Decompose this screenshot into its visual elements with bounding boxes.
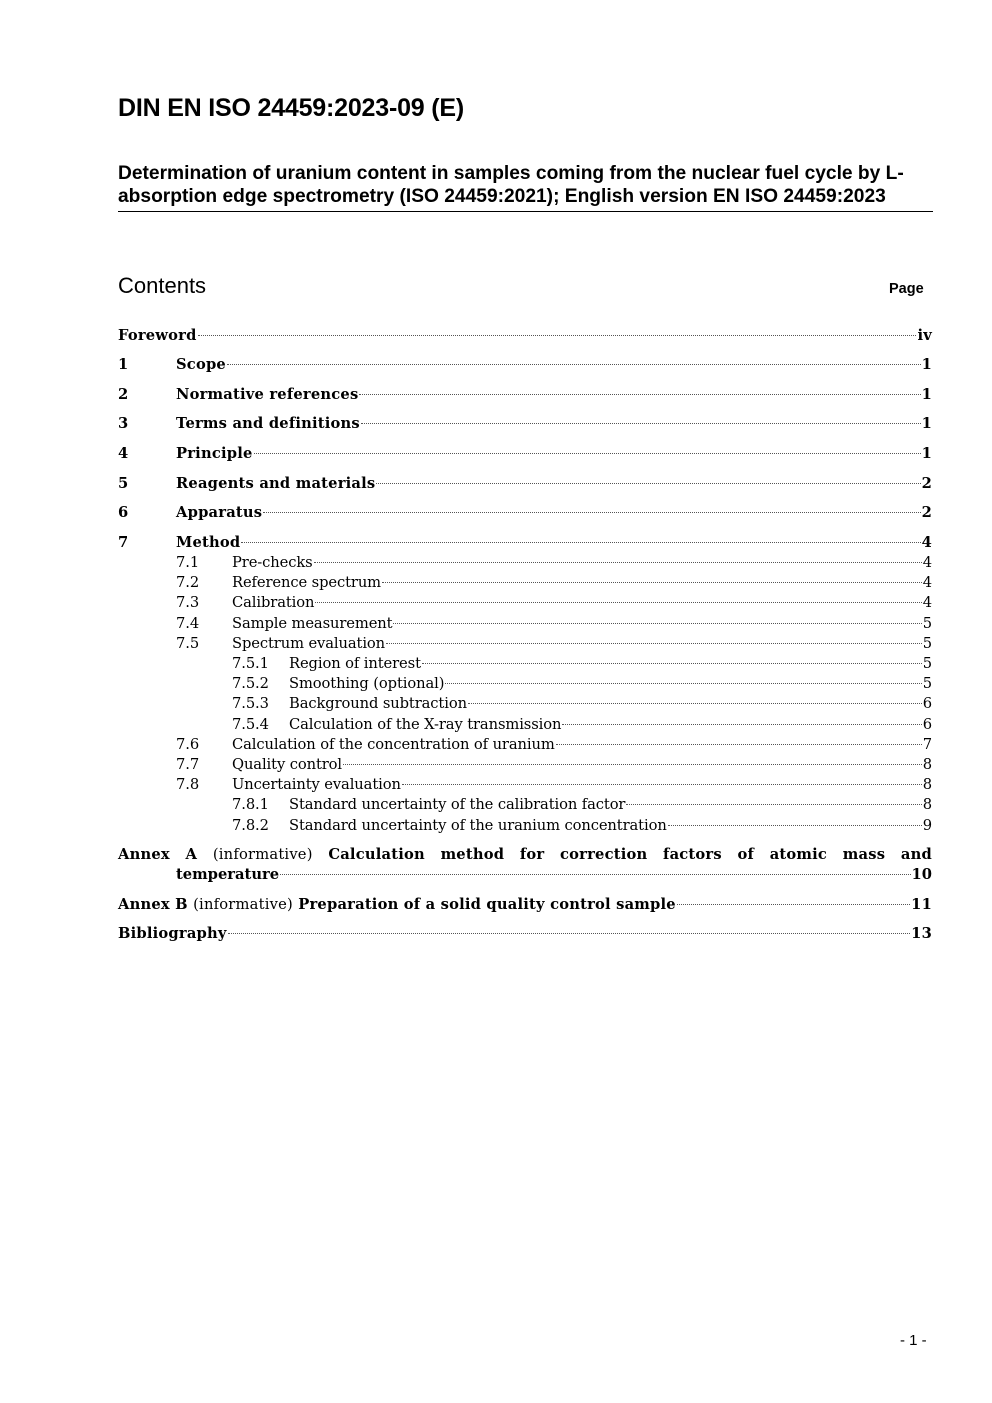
leader-dots	[198, 335, 917, 336]
toc-entry-page: 5	[922, 675, 932, 693]
toc-entry[interactable]	[118, 593, 932, 613]
leader-dots	[386, 643, 922, 644]
toc-entry-title: Method	[176, 534, 241, 551]
toc-entry[interactable]	[118, 573, 932, 593]
toc-entry-title: Normative references	[176, 386, 359, 403]
toc-entry-number: 5	[118, 475, 129, 492]
toc-entry[interactable]	[118, 674, 932, 694]
annex-a-word: mass	[842, 846, 886, 863]
toc-entry-number: 7.5.4	[232, 715, 269, 733]
annex-a-word: of	[737, 846, 755, 863]
toc-entry[interactable]	[118, 474, 932, 494]
toc-entry-number: 2	[118, 386, 129, 403]
toc-entry-page: 1	[921, 445, 932, 462]
toc-entry-number: 7.7	[176, 756, 200, 773]
annex-a-continuation: temperature	[176, 866, 280, 883]
toc-entry-number: 7.8	[176, 776, 200, 794]
toc-entry[interactable]	[118, 816, 932, 836]
toc-entry-number: 7.8.1	[232, 796, 269, 814]
bibliography-page: 13	[911, 925, 932, 942]
annex-a-word: (informative)	[212, 846, 313, 863]
leader-dots	[677, 904, 910, 905]
contents-heading: Contents	[118, 273, 207, 298]
toc-entry-title: Standard uncertainty of the calibration factor	[289, 796, 626, 814]
toc-entry-number: 7.5.2	[232, 675, 269, 693]
toc-entry-page: 5	[922, 614, 932, 632]
toc-entry[interactable]	[118, 326, 932, 346]
toc-entry-page: 7	[922, 735, 932, 753]
toc-entry-page: 8	[922, 796, 932, 814]
toc-entry-title: Terms and definitions	[176, 415, 360, 432]
toc-entry-title: Calibration	[232, 594, 315, 612]
footer-page-number: - 1 -	[900, 1332, 927, 1349]
document-subtitle: Determination of uranium content in samples coming from the nuclear fuel cycle by L-absorption edge spectrometry (ISO 24459:2021); English version EN ISO 24459:2023	[118, 163, 933, 212]
annex-b-informative: (informative)	[193, 896, 293, 913]
toc-entry-number: 7.5	[176, 634, 200, 652]
toc-entry[interactable]	[118, 715, 932, 735]
annex-a-word: atomic	[769, 846, 828, 863]
toc-entry[interactable]	[118, 755, 932, 775]
toc-entry-title: Scope	[176, 356, 226, 373]
toc-entry[interactable]	[118, 634, 932, 654]
leader-dots	[562, 724, 921, 725]
annex-a-page: 10	[911, 866, 932, 883]
leader-dots	[361, 423, 921, 424]
toc-entry-page: 8	[922, 776, 932, 794]
toc-entry-page: 5	[922, 655, 932, 672]
leader-dots	[376, 483, 920, 484]
annex-a-word: for	[519, 846, 545, 863]
toc-entry[interactable]	[118, 795, 932, 815]
toc-entry-annex-b[interactable]	[118, 895, 932, 915]
annex-b-page: 11	[911, 896, 932, 913]
annex-a-word: factors	[663, 846, 722, 863]
toc-entry-title: Spectrum evaluation	[232, 634, 386, 652]
toc-entry-page: 2	[921, 475, 932, 492]
leader-dots	[315, 602, 921, 603]
toc-entry-title: Pre-checks	[232, 554, 313, 571]
toc-entry-page: 8	[922, 756, 932, 773]
toc-entry-page: 1	[921, 415, 932, 432]
toc-entry-title: Sample measurement	[232, 614, 393, 632]
toc-entry[interactable]	[118, 614, 932, 634]
toc-entry-annex-a[interactable]	[118, 845, 932, 885]
toc-entry-page: 4	[922, 554, 932, 571]
toc-entry-bibliography[interactable]	[118, 924, 932, 944]
toc-entry-number: 7.1	[176, 554, 200, 571]
toc-entry-title: Reference spectrum	[232, 574, 382, 592]
toc-entry[interactable]	[118, 533, 932, 553]
toc-entry-page: iv	[917, 327, 932, 344]
toc-entry-number: 7.3	[176, 594, 200, 612]
toc-entry-number: 7.5.3	[232, 695, 269, 713]
toc-entry-title: Smoothing (optional)	[289, 675, 445, 693]
toc-entry-number: 7.6	[176, 735, 200, 753]
toc-entry-page: 2	[921, 504, 932, 521]
annex-a-word: and	[900, 846, 932, 863]
leader-dots	[626, 804, 921, 805]
leader-dots	[556, 744, 922, 745]
toc-entry-title: Quality control	[232, 756, 343, 773]
toc-entry[interactable]	[118, 355, 932, 375]
toc-entry-title: Principle	[176, 445, 253, 462]
toc-entry-page: 5	[922, 634, 932, 652]
annex-b-prefix: Annex B	[118, 896, 188, 913]
leader-dots	[422, 663, 922, 664]
leader-dots	[241, 542, 920, 543]
toc-entry-number: 3	[118, 415, 129, 432]
leader-dots	[445, 683, 921, 684]
toc-entry[interactable]	[118, 654, 932, 674]
toc-entry-number: 6	[118, 504, 129, 521]
page-column-heading: Page	[889, 281, 924, 297]
annex-a-word: correction	[560, 846, 648, 863]
toc-entry-number: 7.5.1	[232, 655, 269, 672]
toc-entry-title: Region of interest	[289, 655, 421, 672]
toc-entry[interactable]	[118, 694, 932, 714]
toc-entry-number: 7.2	[176, 574, 200, 592]
toc-entry-page: 1	[921, 386, 932, 403]
leader-dots	[227, 364, 921, 365]
toc-entry-title: Uncertainty evaluation	[232, 776, 401, 794]
leader-dots	[280, 874, 910, 875]
toc-entry[interactable]	[118, 385, 932, 405]
annex-a-first-line	[118, 845, 932, 865]
toc-entry-page: 1	[921, 356, 932, 373]
leader-dots	[468, 703, 922, 704]
toc-entry[interactable]	[118, 503, 932, 523]
toc-entry[interactable]	[118, 414, 932, 434]
leader-dots	[668, 825, 922, 826]
toc-entry-page: 6	[922, 715, 932, 733]
leader-dots	[343, 764, 922, 765]
toc-entry-number: 4	[118, 445, 129, 462]
toc-entry[interactable]	[118, 775, 932, 795]
toc-entry[interactable]	[118, 444, 932, 464]
annex-a-word: Annex	[118, 846, 170, 863]
leader-dots	[254, 453, 921, 454]
toc-entry-title: Apparatus	[176, 504, 263, 521]
toc-entry-number: 7	[118, 534, 129, 551]
toc-entry-title: Background subtraction	[289, 695, 467, 713]
leader-dots	[382, 582, 922, 583]
toc-entry-page: 4	[922, 594, 932, 612]
toc-entry-title: Standard uncertainty of the uranium concentration	[289, 816, 667, 834]
annex-a-second-line	[118, 865, 932, 885]
toc-entry-title: Reagents and materials	[176, 475, 376, 492]
toc-entry-title: Calculation of the X-ray transmission	[289, 715, 562, 733]
bibliography-title: Bibliography	[118, 925, 227, 942]
toc-entry-title: Calculation of the concentration of uranium	[232, 735, 555, 753]
annex-a-word: A	[185, 846, 198, 863]
leader-dots	[314, 562, 922, 563]
toc-entry-page: 6	[922, 695, 932, 713]
toc-entry[interactable]	[118, 735, 932, 755]
toc-entry-number: 1	[118, 356, 129, 373]
annex-a-word: method	[440, 846, 505, 863]
annex-b-title: Preparation of a solid quality control sample	[298, 896, 676, 913]
toc-entry-number: 7.8.2	[232, 816, 269, 834]
toc-entry-number: 7.4	[176, 614, 200, 632]
toc-entry-page: 4	[922, 574, 932, 592]
toc-entry-page: 4	[921, 534, 932, 551]
document-id: DIN EN ISO 24459:2023-09 (E)	[118, 94, 464, 122]
leader-dots	[393, 623, 921, 624]
leader-dots	[263, 512, 920, 513]
toc-entry-page: 9	[922, 816, 932, 834]
leader-dots	[359, 394, 920, 395]
leader-dots	[228, 933, 911, 934]
leader-dots	[402, 784, 922, 785]
toc-entry[interactable]	[118, 553, 932, 573]
annex-a-word: Calculation	[328, 846, 425, 863]
toc-entry-title: Foreword	[118, 327, 197, 344]
